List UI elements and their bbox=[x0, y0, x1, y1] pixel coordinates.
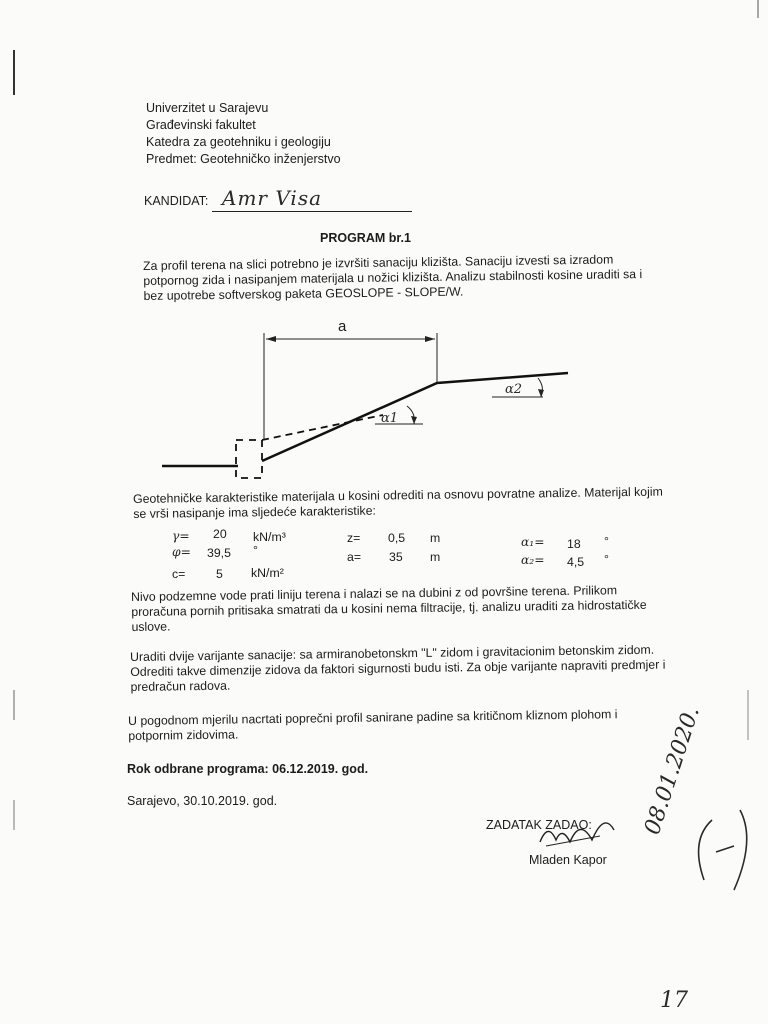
program-title: PROGRAM br.1 bbox=[320, 231, 411, 245]
z-symbol: z= bbox=[347, 531, 361, 545]
geotech-paragraph: Geotehničke karakteristike materijala u kosini odrediti na osnovu povratne analize. Materijal kojim se vrši nasipanje ima sljedeće karakteristike: bbox=[133, 484, 663, 521]
gamma-unit: kN/m³ bbox=[253, 530, 286, 544]
drawing-paragraph: U pogodnom mjerilu nacrtati poprečni profil sanirane padine sa kritičnom kliznom plohom i potpornim zidovima. bbox=[128, 707, 618, 743]
university-name: Univerzitet u Sarajevu bbox=[146, 101, 269, 115]
c-value: 5 bbox=[216, 567, 223, 581]
candidate-label: KANDIDAT: bbox=[144, 194, 209, 208]
alpha2-value: 4,5 bbox=[567, 555, 585, 569]
alpha1-unit: ° bbox=[604, 534, 609, 548]
handwritten-date: 08.01.2020. bbox=[640, 703, 705, 838]
variants-paragraph: Uraditi dvije varijante sanacije: sa armiranobetonskm "L" zidom i gravitacionim betonskim zidom. Odrediti takve dimenzije zidova da faktori sigurnosti budu isti. Za obje varijante napraviti predmjer i predračun radova. bbox=[130, 642, 666, 694]
phi-unit: ° bbox=[253, 543, 258, 557]
angle-label-alpha2: α2 bbox=[505, 382, 523, 397]
department-name: Katedra za geotehniku i geologiju bbox=[146, 135, 331, 149]
page-number: 17 bbox=[660, 988, 688, 1013]
phi-symbol: φ= bbox=[172, 545, 191, 559]
faculty-name: Građevinski fakultet bbox=[146, 118, 256, 132]
phi-value: 39,5 bbox=[207, 546, 231, 560]
alpha1-value: 18 bbox=[567, 537, 581, 551]
assigned-by-label: ZADATAK ZADAO: bbox=[486, 818, 592, 832]
candidate-handwritten-name: Amr Visa bbox=[222, 186, 323, 210]
a-value: 35 bbox=[389, 550, 403, 564]
c-unit: kN/m² bbox=[251, 566, 284, 580]
alpha2-unit: ° bbox=[604, 552, 609, 566]
groundwater-paragraph: Nivo podzemne vode prati liniju terena i nalazi se na dubini z od površine terena. Prilikom proračuna pornih pritisaka smatrati da u kosini nema filtracije, tj. analizu uraditi za hidrostatičke uslove. bbox=[131, 583, 647, 634]
deadline-line: Rok odbrane programa: 06.12.2019. god. bbox=[127, 762, 369, 776]
alpha1-symbol: α₁= bbox=[521, 535, 545, 549]
intro-paragraph: Za profil terena na slici potrebno je izvršiti sanaciju klizišta. Sanaciju izvesti sa izradom potpornog zida i nasipanjem materijala u nožici klizišta. Analizu stabilnosti kosine uraditi sa i bez upotrebe softverskog paketa GEOSLOPE - SLOPE/W. bbox=[143, 252, 643, 303]
c-symbol: c= bbox=[172, 567, 186, 581]
subject-name: Predmet: Geotehničko inženjerstvo bbox=[146, 152, 341, 166]
a-symbol: a= bbox=[347, 550, 362, 564]
gamma-symbol: γ= bbox=[172, 529, 190, 543]
angle-label-alpha1: α1 bbox=[381, 411, 399, 426]
z-unit: m bbox=[430, 531, 441, 545]
alpha2-symbol: α₂= bbox=[521, 553, 545, 567]
place-date-line: Sarajevo, 30.10.2019. god. bbox=[127, 794, 278, 808]
gamma-value: 20 bbox=[213, 527, 227, 541]
z-value: 0,5 bbox=[388, 531, 406, 545]
dimension-label-a: a bbox=[338, 318, 347, 335]
assigned-by-name: Mladen Kapor bbox=[529, 853, 607, 867]
a-unit: m bbox=[430, 550, 441, 564]
